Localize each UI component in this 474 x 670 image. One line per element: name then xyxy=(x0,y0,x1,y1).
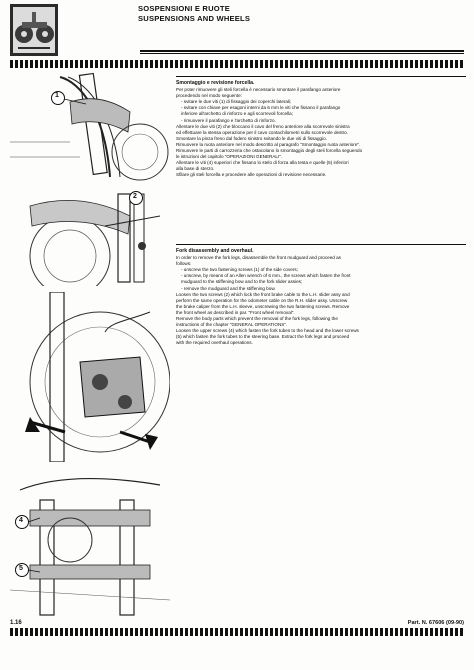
italian-section-rule xyxy=(176,76,466,77)
english-heading: Fork disassembly and overhaul. xyxy=(176,248,254,254)
header-rule xyxy=(140,50,464,52)
english-line: Loosen the two screws (2) which lock the front brake cable to the L.H. slider assy and xyxy=(176,291,350,297)
italian-line: Rimuovere la ruota anteriore nel modo descritto al paragrafo "Smontaggio ruota anteriore". xyxy=(176,141,361,147)
english-line: the brake caliper from the L.H. sleeve, unscrewing the two fastening screws. Remove xyxy=(176,303,350,309)
header-rule-thin xyxy=(140,53,464,54)
english-line: - unscrew, by means of an Allen wrench of 6 mm., the screws which fasten the front xyxy=(181,273,351,279)
italian-line: Sfilare gli steli forcella e procedere alle operazioni di revisione necessarie. xyxy=(176,172,327,178)
top-dashed-band xyxy=(10,60,464,68)
italian-line: - svitare con chiave per esagoni interni da 6 mm le viti che fissano il parafango xyxy=(181,105,341,111)
english-line: instructions of the chapter "GENERAL OPERATIONS". xyxy=(176,322,288,328)
header-title-italian: SOSPENSIONI E RUOTE xyxy=(138,4,230,13)
italian-line: ed effettuare la stessa operazione per il cavo contachilometri sullo scorrevole destro. xyxy=(176,129,349,135)
english-line: (5) which fasten the fork tubes to the steering base. Extract the fork legs and proceed xyxy=(176,334,350,340)
english-line: with the required overhaul operations. xyxy=(176,340,253,346)
english-line: follows: xyxy=(176,261,192,267)
callout-5: 5 xyxy=(19,565,23,572)
italian-line: le istruzioni del capitolo "OPERAZIONI GENERALI". xyxy=(176,154,283,160)
callout-2: 2 xyxy=(133,193,137,200)
english-section xyxy=(176,248,466,347)
italian-line: - svitare le due viti (1) di fissaggio dei coperchi laterali; xyxy=(181,99,292,105)
figure-1-fork-mudguard xyxy=(10,72,170,182)
english-line: Loosen the upper screws (4) which fasten the fork tubes to the head and the lower screws xyxy=(176,328,359,334)
bottom-dashed-band xyxy=(10,628,464,636)
italian-line: Allentare le viti (4) superiori che fissano lo stelo di forza alla testa e quelle (5) inferiori xyxy=(176,160,349,166)
figure-2-cable-screws xyxy=(10,186,170,286)
header-title-english: SUSPENSIONS AND WHEELS xyxy=(138,14,251,23)
italian-line: Smontare la pinza freno dal fodero sinistro svitando le due viti di fissaggio. xyxy=(176,135,327,141)
english-section-rule xyxy=(176,244,466,245)
italian-line: procedendo nel modo seguente: xyxy=(176,93,242,99)
italian-heading: Smontaggio e revisione forcella. xyxy=(176,80,255,86)
callout-4: 4 xyxy=(19,517,23,524)
page-number: 1.16 xyxy=(10,620,22,626)
english-line: - unscrew the two fastening screws (1) of the side covers; xyxy=(181,267,298,273)
figure-4-fork-head xyxy=(10,470,170,620)
english-line: mudguard to the stiffening bow and to the fork slider assies; xyxy=(181,279,303,285)
italian-line: Per poter rimuovere gli steli forcella è necessario smontare il parafango anteriore xyxy=(176,87,341,93)
italian-line: Allentare le due viti (2) che bloccano il cavo del freno anteriore alla scorrevole sinistra xyxy=(176,123,350,129)
logo-icon xyxy=(10,4,58,56)
part-number: Part. N. 67606 (09-90) xyxy=(407,620,464,626)
italian-line: Rimuovere le parti di carrozzeria che ostacolano lo smontaggio degli steli forcella seguendo xyxy=(176,148,363,154)
figure-3-brake-caliper xyxy=(10,292,170,462)
italian-line: alla base di sterzo. xyxy=(176,166,215,172)
english-line: the front wheel as described in par. "Front wheel removal". xyxy=(176,309,295,315)
english-line: - remove the mudguard and the stiffening bow. xyxy=(181,285,276,291)
english-line: In order to remove the fork legs, disassemble the front mudguard and proceed as xyxy=(176,255,341,261)
italian-line: - rimuovere il parafango e l'archetto di rinforzo. xyxy=(181,117,276,123)
callout-1: 1 xyxy=(55,92,59,99)
english-line: Remove the body parts which prevent the removal of the fork legs, following the xyxy=(176,316,338,322)
italian-line: inferiore all'archetto di rinforzo e agli scorrevoli forcella; xyxy=(181,111,293,117)
italian-section xyxy=(176,80,466,179)
english-line: perform the same operation for the odometer cable on the R.H. slider assy. Unscrew xyxy=(176,297,348,303)
